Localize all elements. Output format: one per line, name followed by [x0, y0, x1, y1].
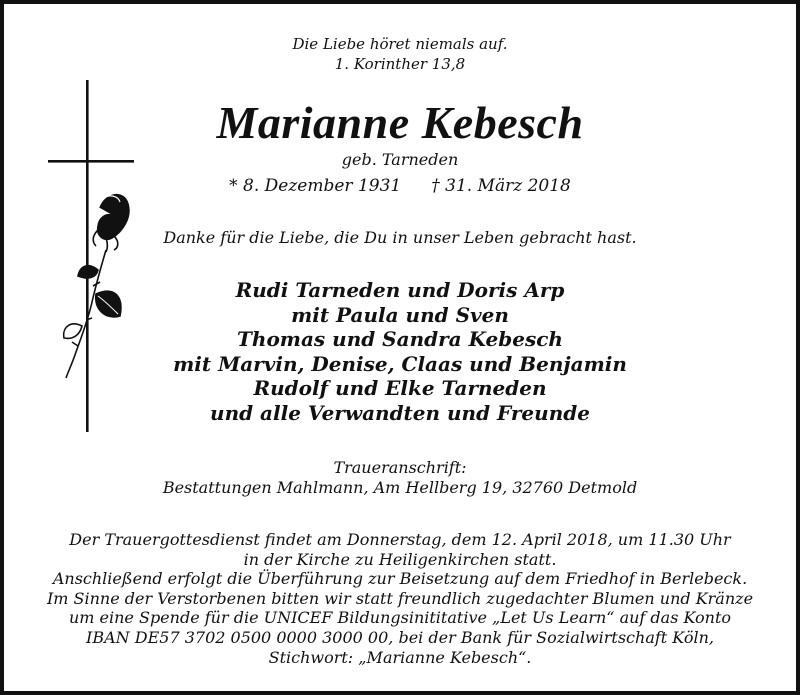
verse-text: Die Liebe höret niemals auf. — [292, 35, 508, 53]
thanks-line: Danke für die Liebe, die Du in unser Leben gebracht hast. — [163, 228, 637, 247]
service-line: in der Kirche zu Heiligenkirchen statt. — [243, 549, 557, 569]
maiden-name: geb. Tarneden — [341, 150, 459, 169]
mourner-line: und alle Verwandten und Freunde — [210, 400, 590, 425]
service-line: Im Sinne der Verstorbenen bitten wir statt freundlich zugedachter Blumen und Kränze — [46, 588, 754, 608]
service-line: IBAN DE57 3702 0500 0000 3000 00, bei der Bank für Sozialwirtschaft Köln, — [86, 627, 714, 647]
mourner-line: Rudolf und Elke Tarneden — [253, 376, 547, 400]
mourner-line: Thomas und Sandra Kebesch — [237, 327, 563, 351]
address-label: Traueranschrift: — [333, 458, 467, 477]
address-value: Bestattungen Mahlmann, Am Hellberg 19, 32760 Detmold — [162, 478, 638, 497]
service-line: um eine Spende für die UNICEF Bildungsinititative „Let Us Learn“ auf das Konto — [68, 608, 732, 628]
mourner-line: mit Paula und Sven — [291, 302, 509, 327]
death-date: † 31. März 2018 — [431, 176, 571, 196]
life-dates — [4, 176, 796, 196]
bible-verse — [4, 34, 796, 74]
mourner-line: mit Marvin, Denise, Claas und Benjamin — [173, 351, 627, 376]
verse-reference: 1. Korinther 13,8 — [334, 55, 466, 73]
birth-date: * 8. Dezember 1931 — [229, 176, 402, 196]
service-information — [4, 530, 796, 667]
mourner-line: Rudi Tarneden und Doris Arp — [235, 278, 565, 302]
deceased-name: Marianne Kebesch — [216, 97, 584, 148]
service-line: Der Trauergottesdienst findet am Donnerstag, dem 12. April 2018, um 11.30 Uhr — [69, 530, 731, 549]
service-line: Anschließend erfolgt die Überführung zur Beisetzung auf dem Friedhof in Berlebeck. — [52, 569, 748, 589]
mourners-list — [4, 278, 796, 425]
service-line: Stichwort: „Marianne Kebesch“. — [268, 647, 532, 667]
